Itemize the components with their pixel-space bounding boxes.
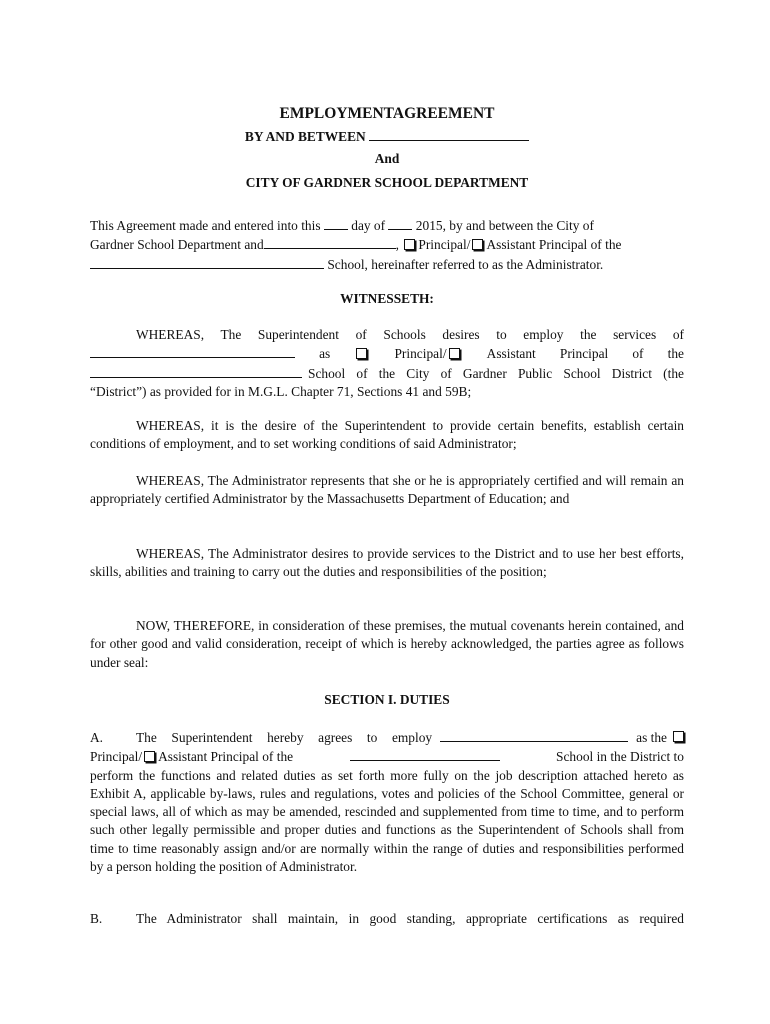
document-page [90, 0, 684, 1024]
item-b-label: B. [90, 911, 103, 926]
whereas-1-line-4: “District”) as provided for in M.G.L. Chapter 71, Sections 41 and 59B; [90, 383, 472, 399]
assistant-principal-checkbox-2[interactable] [449, 348, 460, 359]
intro-line-2: Gardner School Department and , Principal/ Assistant Principal of the [90, 237, 622, 253]
item-a-paragraph [90, 728, 684, 876]
intro-paragraph [90, 216, 684, 274]
whereas-1-line-3: School of the City of Gardner Public School District (the [90, 364, 684, 383]
principal-checkbox-2[interactable] [356, 348, 367, 359]
day-blank[interactable] [324, 216, 348, 230]
principal-checkbox-3[interactable] [673, 731, 684, 742]
by-and-between-label: BY AND BETWEEN [244, 129, 366, 144]
item-a-rest: perform the functions and related duties as set forth more fully on the job description attached hereto as Exhibit A, applicable by-laws, rules and regulations, votes and policies of the School Committee, general or special laws, all of which as may be amended, rescinded and supplemented from time to time, and to perform such other legally permissible and proper duties and functions as the Superintendent of Schools shall from time to time reasonably assign and/or are normally within the range of duties and responsibilities performed by a person holding the position of Administrator. [90, 767, 684, 875]
assistant-principal-checkbox[interactable] [472, 239, 483, 250]
party-line: CITY OF GARDNER SCHOOL DEPARTMENT [245, 175, 529, 190]
intro-line-3: School, hereinafter referred to as the Administrator. [90, 255, 684, 274]
and-line: And [374, 151, 400, 166]
party-name-blank[interactable] [369, 127, 529, 141]
whereas-2-paragraph: WHEREAS, it is the desire of the Superintendent to provide certain benefits, establish certain conditions of employment, and to set working conditions of said Administrator; [90, 418, 684, 452]
principal-checkbox[interactable] [404, 239, 415, 250]
school-name-blank[interactable] [90, 255, 324, 269]
whereas-1-line-1: WHEREAS, The Superintendent of Schools desires to employ the services of [136, 327, 684, 342]
witnesseth-heading: WITNESSETH: [340, 291, 434, 306]
employee-name-blank[interactable] [90, 344, 295, 358]
whereas-1-paragraph [90, 326, 684, 401]
administrator-name-blank[interactable] [264, 235, 396, 249]
now-therefore-paragraph: NOW, THEREFORE, in consideration of these premises, the mutual covenants herein contained, and for other good and valid consideration, receipt of which is hereby acknowledged, the parties agree as follows under seal: [90, 618, 684, 670]
whereas-4-paragraph: WHEREAS, The Administrator desires to provide services to the District and to use her best efforts, skills, abilities and training to carry out the duties and responsibilities of the position; [90, 546, 684, 580]
school-name-blank-2[interactable] [90, 364, 302, 378]
by-and-between-line [90, 127, 684, 146]
item-a-label: A. [90, 730, 104, 745]
school-name-blank-3[interactable] [350, 747, 500, 761]
item-b-paragraph [90, 910, 684, 928]
item-a-line-1: A. The Superintendent hereby agrees to employ as the [90, 728, 684, 747]
assistant-principal-checkbox-3[interactable] [144, 751, 155, 762]
intro-line-1: This Agreement made and entered into this day of 2015, by and between the City of [90, 218, 594, 233]
document-title: EMPLOYMENTAGREEMENT [279, 105, 495, 122]
whereas-3-paragraph: WHEREAS, The Administrator represents that she or he is appropriately certified and will remain an appropriately certified Administrator by the Massachusetts Department of Education; and [90, 473, 684, 507]
whereas-1-line-2: as Principal/ Assistant Principal of the [90, 344, 684, 363]
item-a-line-2: Principal/ Assistant Principal of the School in the District to [90, 749, 684, 765]
month-blank[interactable] [388, 216, 412, 230]
employee-name-blank-3[interactable] [440, 728, 628, 742]
section-1-heading: SECTION I. DUTIES [324, 692, 450, 707]
item-b-line-1: B. The Administrator shall maintain, in good standing, appropriate certifications as required [90, 910, 684, 928]
